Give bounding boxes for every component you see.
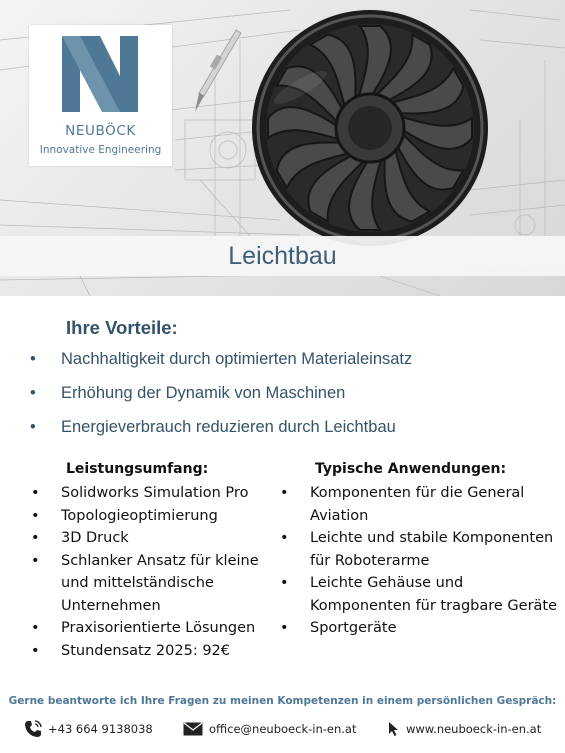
bullet: •: [31, 552, 40, 569]
email-address[interactable]: office@neuboeck-in-en.at: [209, 722, 357, 736]
bullet: •: [280, 620, 289, 636]
applications-section: [277, 458, 565, 640]
website-url[interactable]: www.neuboeck-in-en.at: [406, 722, 542, 736]
scope-text: Topologieoptimierung: [61, 507, 218, 524]
applications-list: [277, 482, 565, 640]
application-text: Sportgeräte: [310, 620, 397, 636]
scope-item: [0, 482, 280, 505]
scope-item: [0, 505, 280, 528]
bullet: •: [280, 530, 289, 546]
scope-text: Schlanker Ansatz für kleine und mittelständische Unternehmen: [61, 552, 259, 614]
scope-item: [0, 550, 280, 618]
scope-text: Solidworks Simulation Pro: [61, 485, 249, 501]
benefit-text: Erhöhung der Dynamik von Maschinen: [61, 384, 346, 402]
bullet: •: [30, 350, 36, 368]
page-title: Leichtbau: [228, 242, 337, 270]
scope-text: Stundensatz 2025: 92€: [61, 642, 231, 659]
contact-phone[interactable]: [24, 718, 153, 740]
logo: [29, 25, 172, 166]
bullet: •: [280, 575, 289, 591]
scope-text: Praxisorientierte Lösungen: [61, 620, 256, 636]
bullet: •: [31, 642, 40, 659]
benefit-item: [0, 414, 412, 448]
logo-tagline: Innovative Engineering: [39, 144, 162, 156]
mail-icon: [183, 722, 203, 736]
bullet: •: [31, 620, 40, 636]
scope-item: [0, 527, 280, 550]
bullet: •: [31, 485, 40, 501]
application-text: Leichte Gehäuse und Komponenten für tragbare Geräte: [310, 575, 558, 614]
contact-email[interactable]: [183, 718, 356, 740]
bullet: •: [31, 530, 40, 546]
benefits-list: [0, 346, 412, 448]
application-item: [277, 572, 565, 617]
applications-heading: Typische Anwendungen:: [315, 461, 507, 477]
title-band: [0, 236, 565, 276]
scope-item: [0, 640, 280, 663]
scope-list: [0, 482, 280, 662]
benefits-heading: Ihre Vorteile:: [66, 317, 178, 338]
phone-number[interactable]: +43 664 9138038: [48, 722, 153, 736]
application-text: Leichte und stabile Komponenten für Roboterarme: [310, 530, 554, 569]
application-text: Komponenten für die General Aviation: [310, 485, 525, 524]
bullet: •: [31, 507, 40, 524]
cursor-icon: [388, 721, 400, 737]
bullet: •: [30, 384, 36, 402]
hero-image: [0, 0, 565, 296]
scope-text: 3D Druck: [61, 530, 129, 546]
footer-note: Gerne beantworte ich Ihre Fragen zu meinen Kompetenzen in einem persönlichen Gespräch:: [8, 695, 557, 707]
bullet: •: [30, 418, 36, 436]
scope-heading: Leistungsumfang:: [66, 461, 209, 477]
application-item: [277, 482, 565, 527]
benefit-item: [0, 380, 412, 414]
scope-section: [0, 458, 280, 662]
application-item: [277, 527, 565, 572]
logo-n-mark-icon: [62, 36, 138, 112]
benefit-text: Nachhaltigkeit durch optimierten Materialeinsatz: [61, 350, 413, 368]
bullet: •: [280, 485, 289, 501]
scope-item: [0, 617, 280, 640]
contact-website[interactable]: [388, 718, 541, 740]
application-item: [277, 617, 565, 640]
benefit-item: [0, 346, 412, 380]
phone-icon: [24, 720, 42, 738]
logo-name: NEUBÖCK: [65, 123, 136, 139]
benefit-text: Energieverbrauch reduzieren durch Leichtbau: [61, 418, 396, 436]
